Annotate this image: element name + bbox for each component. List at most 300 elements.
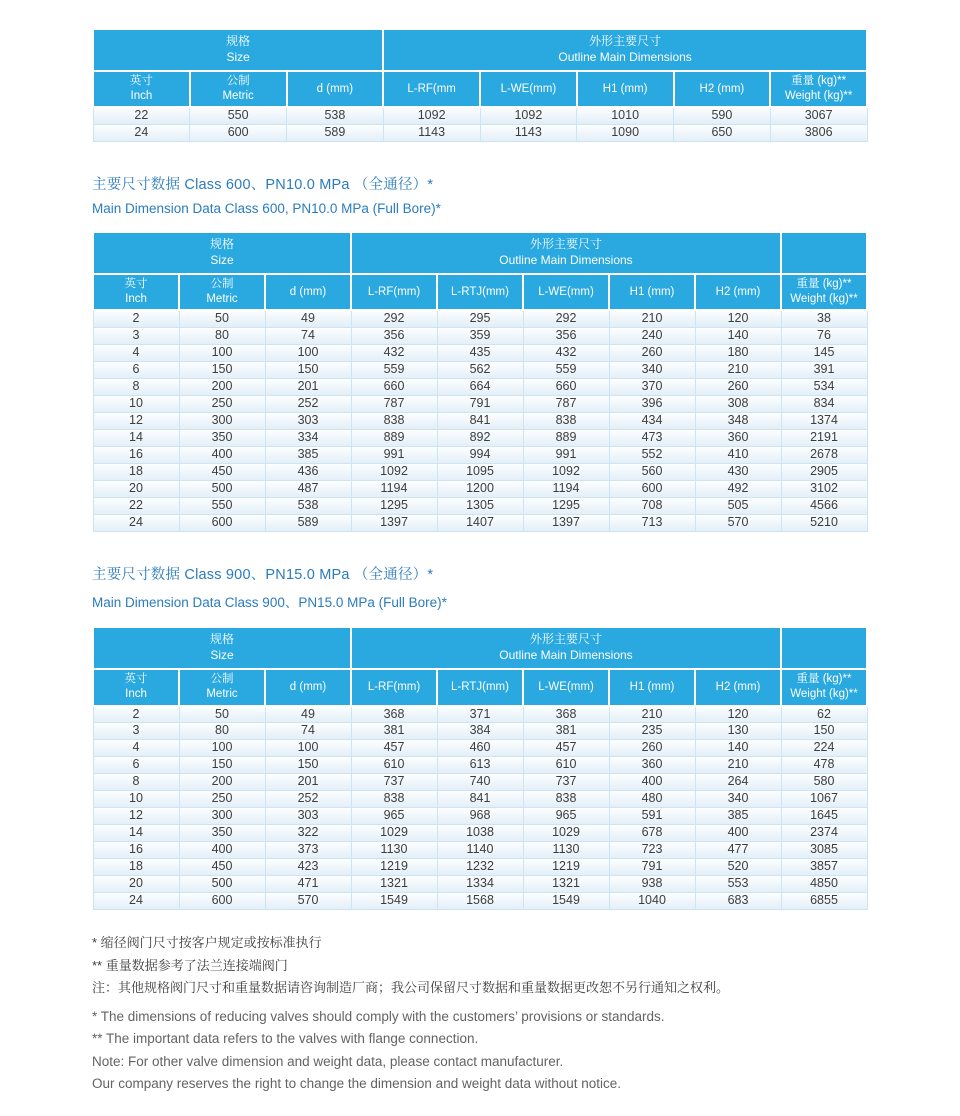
table-cell: 480 (609, 791, 695, 808)
table-cell: 410 (695, 447, 781, 464)
table-row (93, 774, 867, 791)
footnote-en: ** The important data refers to the valves with flange connection. (92, 1031, 479, 1047)
table-cell: 1374 (781, 413, 867, 430)
footnotes-english (92, 1006, 868, 1096)
table-cell: 600 (609, 481, 695, 498)
table-cell: 1140 (437, 842, 523, 859)
table-cell: 600 (179, 893, 265, 910)
table-cell: 201 (265, 774, 351, 791)
table-row (93, 740, 867, 757)
column-header: d (mm) (265, 274, 351, 310)
table-cell: 1040 (609, 893, 695, 910)
table-cell: 371 (437, 706, 523, 723)
table-cell: 400 (695, 825, 781, 842)
table-cell: 22 (93, 107, 190, 124)
table-row (93, 515, 867, 532)
table-row (93, 893, 867, 910)
table-cell: 400 (179, 447, 265, 464)
table-cell: 295 (437, 310, 523, 327)
table-row (93, 791, 867, 808)
footnote-cn: ** 重量数据参考了法兰连接端阀门 (92, 957, 288, 973)
table-cell: 473 (609, 430, 695, 447)
table-cell: 660 (351, 379, 437, 396)
table-cell: 210 (609, 706, 695, 723)
table-cell: 570 (695, 515, 781, 532)
table-row (93, 808, 867, 825)
table-cell: 300 (179, 413, 265, 430)
table-cell: 838 (351, 791, 437, 808)
column-header: L-RF(mm) (351, 669, 437, 705)
group-header-row (93, 627, 867, 669)
table-cell: 396 (609, 396, 695, 413)
table-title-en: Main Dimension Data Class 900、PN15.0 MPa (Full Bore)* (92, 595, 447, 611)
column-header: H2 (mm) (674, 71, 771, 107)
table-cell: 356 (351, 328, 437, 345)
table-row (93, 430, 867, 447)
column-header-row (93, 71, 867, 107)
table-cell: 150 (179, 757, 265, 774)
table-cell: 471 (265, 876, 351, 893)
weight-group-spacer (781, 232, 867, 274)
table-row (93, 481, 867, 498)
table-cell: 100 (179, 740, 265, 757)
table-cell: 1038 (437, 825, 523, 842)
table-cell: 740 (437, 774, 523, 791)
table-cell: 260 (609, 345, 695, 362)
section-title-class900 (92, 563, 868, 611)
table-cell: 2905 (781, 464, 867, 481)
table-cell: 1321 (523, 876, 609, 893)
table-row (93, 876, 867, 893)
table-cell: 292 (523, 310, 609, 327)
table-cell: 350 (179, 430, 265, 447)
table-cell: 210 (695, 362, 781, 379)
column-header: 公制 Metric (179, 274, 265, 310)
table-title-cn: 主要尺寸数据 Class 600、PN10.0 MPa （全通径）* (92, 177, 434, 194)
table-cell: 3806 (770, 125, 867, 142)
table-cell: 400 (179, 842, 265, 859)
table-cell: 610 (351, 757, 437, 774)
table-row (93, 125, 867, 142)
table-cell: 348 (695, 413, 781, 430)
table-cell: 300 (179, 808, 265, 825)
table-cell: 391 (781, 362, 867, 379)
table-cell: 381 (523, 723, 609, 740)
table-cell: 3857 (781, 859, 867, 876)
table-cell: 4850 (781, 876, 867, 893)
column-header: L-WE(mm) (523, 669, 609, 705)
footnote-en: Note: For other valve dimension and weight data, please contact manufacturer. (92, 1053, 564, 1069)
table-cell: 430 (695, 464, 781, 481)
table-cell: 1090 (577, 125, 674, 142)
table-cell: 4 (93, 345, 179, 362)
group-header-row (93, 29, 867, 71)
table-cell: 994 (437, 447, 523, 464)
table-cell: 6855 (781, 893, 867, 910)
table-cell: 140 (695, 740, 781, 757)
column-header: L-WE(mm) (523, 274, 609, 310)
table-cell: 14 (93, 825, 179, 842)
table-cell: 12 (93, 413, 179, 430)
table-cell: 150 (781, 723, 867, 740)
table-cell: 260 (695, 379, 781, 396)
table-cell: 5210 (781, 515, 867, 532)
catalog-page (92, 0, 868, 1116)
table-cell: 1397 (351, 515, 437, 532)
table-cell: 16 (93, 842, 179, 859)
table-cell: 1130 (523, 842, 609, 859)
table-cell: 370 (609, 379, 695, 396)
table-cell: 991 (351, 447, 437, 464)
column-header: H1 (mm) (577, 71, 674, 107)
table-cell: 10 (93, 396, 179, 413)
table-cell: 834 (781, 396, 867, 413)
table-cell: 359 (437, 328, 523, 345)
column-header: d (mm) (287, 71, 384, 107)
dimension-table-class900 (92, 626, 868, 910)
table-cell: 140 (695, 328, 781, 345)
table-cell: 787 (351, 396, 437, 413)
table-cell: 660 (523, 379, 609, 396)
table-cell: 150 (265, 362, 351, 379)
table-cell: 432 (523, 345, 609, 362)
table-cell: 303 (265, 808, 351, 825)
column-header: L-RF(mm) (351, 274, 437, 310)
size-group-header: 规格 Size (93, 29, 383, 71)
column-header: 英寸 Inch (93, 669, 179, 705)
table-cell: 591 (609, 808, 695, 825)
table-row (93, 859, 867, 876)
table-cell: 600 (190, 125, 287, 142)
table-cell: 889 (523, 430, 609, 447)
table-cell: 938 (609, 876, 695, 893)
table-cell: 487 (265, 481, 351, 498)
table-cell: 968 (437, 808, 523, 825)
table-cell: 49 (265, 706, 351, 723)
table-cell: 723 (609, 842, 695, 859)
table-cell: 1232 (437, 859, 523, 876)
table-cell: 650 (674, 125, 771, 142)
table-cell: 50 (179, 706, 265, 723)
table-cell: 385 (265, 447, 351, 464)
table-cell: 965 (523, 808, 609, 825)
table-cell: 1143 (480, 125, 577, 142)
table-cell: 1321 (351, 876, 437, 893)
table-cell: 368 (523, 706, 609, 723)
table-cell: 120 (695, 310, 781, 327)
table-cell: 3067 (770, 107, 867, 124)
table-cell: 224 (781, 740, 867, 757)
table-row (93, 757, 867, 774)
table-cell: 589 (287, 125, 384, 142)
table-cell: 250 (179, 396, 265, 413)
table-cell: 538 (265, 498, 351, 515)
table-cell: 838 (523, 791, 609, 808)
table-row (93, 723, 867, 740)
table-cell: 384 (437, 723, 523, 740)
table-row (93, 328, 867, 345)
table-row (93, 310, 867, 327)
column-header: H1 (mm) (609, 274, 695, 310)
table-cell: 16 (93, 447, 179, 464)
table-cell: 991 (523, 447, 609, 464)
table-cell: 590 (674, 107, 771, 124)
column-header-row (93, 669, 867, 705)
dimension-table-class600 (92, 231, 868, 532)
table-cell: 1194 (351, 481, 437, 498)
table-cell: 613 (437, 757, 523, 774)
table-cell: 436 (265, 464, 351, 481)
table-cell: 200 (179, 379, 265, 396)
table-cell: 49 (265, 310, 351, 327)
table-cell: 1092 (383, 107, 480, 124)
size-group-header: 规格 Size (93, 232, 351, 274)
column-header: d (mm) (265, 669, 351, 705)
table-cell: 303 (265, 413, 351, 430)
table-cell: 62 (781, 706, 867, 723)
table-cell: 120 (695, 706, 781, 723)
table-cell: 20 (93, 876, 179, 893)
section-title-class600 (92, 173, 868, 216)
table-cell: 1295 (523, 498, 609, 515)
table-cell: 322 (265, 825, 351, 842)
column-header: 公制 Metric (190, 71, 287, 107)
table-cell: 150 (179, 362, 265, 379)
table-cell: 2 (93, 706, 179, 723)
column-header: 重量 (kg)** Weight (kg)** (781, 274, 867, 310)
table-cell: 4566 (781, 498, 867, 515)
table-cell: 250 (179, 791, 265, 808)
table-cell: 22 (93, 498, 179, 515)
table-cell: 292 (351, 310, 437, 327)
footnote-cn: * 缩径阀门尺寸按客户规定或按标准执行 (92, 935, 322, 951)
table-cell: 1092 (480, 107, 577, 124)
table-cell: 50 (179, 310, 265, 327)
table-cell: 100 (179, 345, 265, 362)
table-row (93, 498, 867, 515)
table-cell: 3 (93, 723, 179, 740)
table-title-en: Main Dimension Data Class 600, PN10.0 MPa (Full Bore)* (92, 201, 441, 217)
table-row (93, 396, 867, 413)
table-cell: 12 (93, 808, 179, 825)
table-cell: 6 (93, 757, 179, 774)
table-cell: 3 (93, 328, 179, 345)
table-row (93, 464, 867, 481)
table-cell: 3085 (781, 842, 867, 859)
table-cell: 432 (351, 345, 437, 362)
table-cell: 892 (437, 430, 523, 447)
table-cell: 708 (609, 498, 695, 515)
table-cell: 385 (695, 808, 781, 825)
table-cell: 350 (179, 825, 265, 842)
table-cell: 562 (437, 362, 523, 379)
dimension-table-continuation (92, 28, 868, 142)
table-cell: 434 (609, 413, 695, 430)
table-cell: 8 (93, 379, 179, 396)
table-cell: 737 (351, 774, 437, 791)
table-cell: 200 (179, 774, 265, 791)
table-cell: 8 (93, 774, 179, 791)
table-cell: 74 (265, 723, 351, 740)
table-cell: 841 (437, 413, 523, 430)
footnote-en: Our company reserves the right to change the dimension and weight data without notice. (92, 1076, 622, 1092)
table-cell: 3102 (781, 481, 867, 498)
table-title-cn: 主要尺寸数据 Class 900、PN15.0 MPa （全通径）* (92, 567, 434, 584)
column-header: 公制 Metric (179, 669, 265, 705)
table-cell: 334 (265, 430, 351, 447)
table-cell: 500 (179, 876, 265, 893)
table-cell: 610 (523, 757, 609, 774)
table-cell: 4 (93, 740, 179, 757)
table-cell: 841 (437, 791, 523, 808)
table-row (93, 379, 867, 396)
table-cell: 381 (351, 723, 437, 740)
table-cell: 1092 (523, 464, 609, 481)
table-cell: 260 (609, 740, 695, 757)
table-cell: 20 (93, 481, 179, 498)
table-cell: 500 (179, 481, 265, 498)
footnote-cn: 注：其他规格阀门尺寸和重量数据请咨询制造厂商；我公司保留尺寸数据和重量数据更改恕不另行通知之权利。 (92, 980, 730, 996)
table-cell: 1194 (523, 481, 609, 498)
table-cell: 130 (695, 723, 781, 740)
table-cell: 264 (695, 774, 781, 791)
table-cell: 356 (523, 328, 609, 345)
table-row (93, 842, 867, 859)
table-cell: 252 (265, 791, 351, 808)
size-group-header: 规格 Size (93, 627, 351, 669)
table-cell: 74 (265, 328, 351, 345)
table-cell: 360 (609, 757, 695, 774)
table-cell: 1334 (437, 876, 523, 893)
outline-group-header: 外形主要尺寸 Outline Main Dimensions (351, 232, 781, 274)
table-cell: 560 (609, 464, 695, 481)
table-cell: 460 (437, 740, 523, 757)
table-cell: 340 (695, 791, 781, 808)
table-cell: 1130 (351, 842, 437, 859)
table-cell: 457 (351, 740, 437, 757)
table-cell: 80 (179, 723, 265, 740)
table-cell: 492 (695, 481, 781, 498)
table-cell: 1010 (577, 107, 674, 124)
table-cell: 100 (265, 740, 351, 757)
table-cell: 791 (609, 859, 695, 876)
table-cell: 559 (351, 362, 437, 379)
table-cell: 100 (265, 345, 351, 362)
column-header: L-RTJ(mm) (437, 669, 523, 705)
table-cell: 235 (609, 723, 695, 740)
table-cell: 450 (179, 859, 265, 876)
table-cell: 435 (437, 345, 523, 362)
table-cell: 1397 (523, 515, 609, 532)
table-cell: 1645 (781, 808, 867, 825)
weight-group-spacer (781, 627, 867, 669)
table-cell: 559 (523, 362, 609, 379)
table-cell: 400 (609, 774, 695, 791)
table-cell: 1407 (437, 515, 523, 532)
column-header: H1 (mm) (609, 669, 695, 705)
table-cell: 1095 (437, 464, 523, 481)
column-header: 英寸 Inch (93, 71, 190, 107)
table-cell: 1295 (351, 498, 437, 515)
table-row (93, 413, 867, 430)
table-cell: 550 (190, 107, 287, 124)
table-cell: 838 (351, 413, 437, 430)
table-cell: 1568 (437, 893, 523, 910)
table-row (93, 362, 867, 379)
table-cell: 38 (781, 310, 867, 327)
table-cell: 534 (781, 379, 867, 396)
table-row (93, 825, 867, 842)
table-cell: 477 (695, 842, 781, 859)
table-cell: 678 (609, 825, 695, 842)
table-cell: 713 (609, 515, 695, 532)
table-cell: 1092 (351, 464, 437, 481)
table-cell: 210 (609, 310, 695, 327)
table-row (93, 345, 867, 362)
table-cell: 838 (523, 413, 609, 430)
table-cell: 889 (351, 430, 437, 447)
table-cell: 1029 (351, 825, 437, 842)
footnotes (92, 932, 868, 1096)
table-cell: 308 (695, 396, 781, 413)
table-cell: 683 (695, 893, 781, 910)
table-cell: 368 (351, 706, 437, 723)
table-cell: 1305 (437, 498, 523, 515)
column-header: 英寸 Inch (93, 274, 179, 310)
table-cell: 210 (695, 757, 781, 774)
table-cell: 787 (523, 396, 609, 413)
table-cell: 180 (695, 345, 781, 362)
column-header: H2 (mm) (695, 669, 781, 705)
column-header: 重量 (kg)** Weight (kg)** (770, 71, 867, 107)
table-cell: 24 (93, 893, 179, 910)
column-header: L-RTJ(mm) (437, 274, 523, 310)
column-header: 重量 (kg)** Weight (kg)** (781, 669, 867, 705)
table-cell: 552 (609, 447, 695, 464)
table-cell: 80 (179, 328, 265, 345)
table-cell: 600 (179, 515, 265, 532)
outline-group-header: 外形主要尺寸 Outline Main Dimensions (351, 627, 781, 669)
outline-group-header: 外形主要尺寸 Outline Main Dimensions (383, 29, 867, 71)
footnote-en: * The dimensions of reducing valves should comply with the customers’ provisions or standards. (92, 1008, 665, 1024)
table-cell: 252 (265, 396, 351, 413)
table-cell: 360 (695, 430, 781, 447)
table-cell: 18 (93, 859, 179, 876)
table-cell: 240 (609, 328, 695, 345)
table-cell: 2191 (781, 430, 867, 447)
table-cell: 24 (93, 125, 190, 142)
table-cell: 457 (523, 740, 609, 757)
table-row (93, 447, 867, 464)
column-header-row (93, 274, 867, 310)
table-cell: 580 (781, 774, 867, 791)
table-row (93, 706, 867, 723)
table-cell: 18 (93, 464, 179, 481)
table-cell: 589 (265, 515, 351, 532)
table-cell: 737 (523, 774, 609, 791)
table-cell: 478 (781, 757, 867, 774)
table-cell: 1029 (523, 825, 609, 842)
table-cell: 965 (351, 808, 437, 825)
table-cell: 1219 (351, 859, 437, 876)
column-header: L-WE(mm) (480, 71, 577, 107)
table-cell: 553 (695, 876, 781, 893)
table-cell: 373 (265, 842, 351, 859)
table-cell: 1143 (383, 125, 480, 142)
table-cell: 505 (695, 498, 781, 515)
table-cell: 1219 (523, 859, 609, 876)
table-cell: 1549 (351, 893, 437, 910)
